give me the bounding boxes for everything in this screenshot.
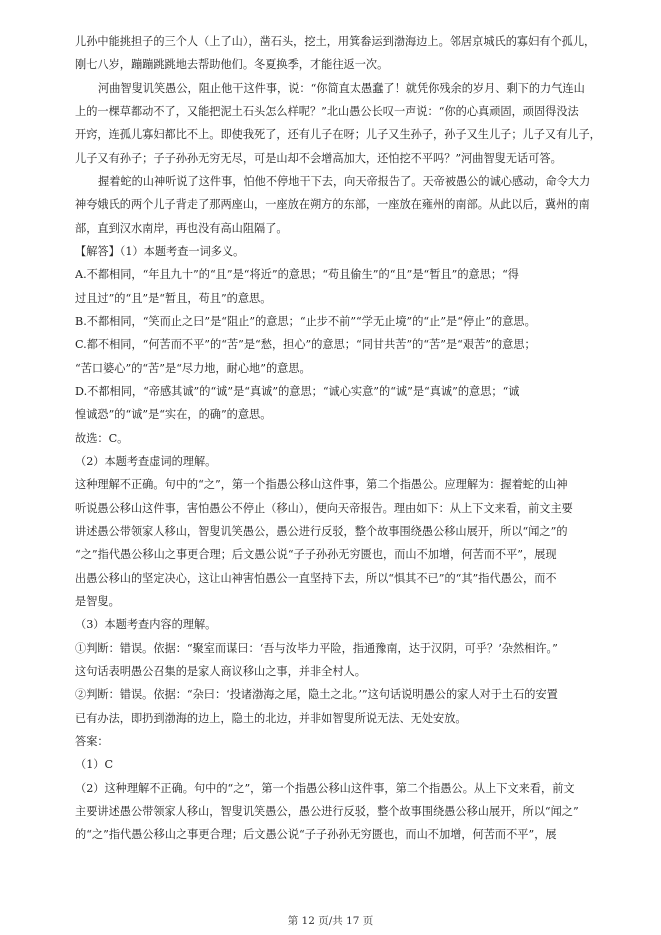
text-line: 这种理解不正确。句中的“之”，第一个指愚公移山这件事，第二个指愚公。应理解为：握着蛇的山神 xyxy=(75,478,568,491)
text-line: ①判断：错误。依据：“聚室而谋曰：‘吾与汝毕力平险，指通豫南，达于汉阴，可乎？’杂然相许。” xyxy=(75,642,558,655)
text-line: 儿孙中能挑担子的三个人（上了山），凿石头，挖土，用箕畚运到渤海边上。邻居京城氏的寡妇有个孤儿， xyxy=(75,35,596,48)
text-line: “苦口婆心”的“苦”是“尽力地，耐心地”的意思。 xyxy=(75,362,311,375)
text-line: ②判断：错误。依据：“杂曰：‘投诸渤海之尾，隐土之北。’”这句话说明愚公的家人对于土石的安置 xyxy=(75,688,558,701)
text-line: 开窍，连孤儿寡妇都比不上。即使我死了，还有儿子在呀；儿子又生孙子，孙子又生儿子；儿子又有儿子， xyxy=(75,128,601,141)
text-line: 听说愚公移山这件事，害怕愚公不停止（移山），便向天帝报告。理由如下：从上下文来看，前文主要 xyxy=(75,502,573,515)
text-line: 讲述愚公带领家人移山，智叟讥笑愚公，愚公进行反驳，整个故事围绕愚公移山展开，所以“闻之”的 xyxy=(75,525,568,538)
page-number: 第 12 页/共 17 页 xyxy=(287,915,374,927)
text-line: 过且过”的“且”是“暂且，苟且”的意思。 xyxy=(75,292,272,305)
text-line: 刚七八岁，蹦蹦跳跳地去帮助他们。冬夏换季，才能往返一次。 xyxy=(75,58,389,71)
text-line: （3）本题考查内容的理解。 xyxy=(75,618,217,631)
text-line: 部，直到汉水南岸，再也没有高山阻隔了。 xyxy=(75,222,288,235)
answer-heading: 【解答】（1）本题考查一词多义。 xyxy=(75,245,245,258)
text-line: 握着蛇的山神听说了这件事，怕他不停地干下去，向天帝报告了。天帝被愚公的诚心感动，命令大力 xyxy=(98,175,591,188)
text-line: 故选：C。 xyxy=(75,432,129,445)
text-line: （2）这种理解不正确。句中的“之”，第一个指愚公移山这件事，第二个指愚公。从上下文来看，前文 xyxy=(75,782,575,795)
text-line: 已有办法，即扔到渤海的边上，隐土的北边，并非如智叟所说无法、无处安放。 xyxy=(75,712,467,725)
text-line: A.不都相同，“年且九十”的“且”是“将近”的意思；“苟且偷生”的“且”是“暂且”的意思；“得 xyxy=(75,268,519,281)
text-line: 上的一棵草都动不了，又能把泥土石头怎么样呢？”北山愚公长叹一声说：“你的心真顽固，顽固得没法 xyxy=(75,105,579,118)
text-line: D.不都相同，“帝感其诚”的“诚”是“真诚”的意思；“诚心实意”的“诚”是“真诚”的意思；“诚 xyxy=(75,385,520,398)
text-line: （1）C xyxy=(75,758,114,771)
text-line: （2）本题考查虚词的理解。 xyxy=(75,455,217,468)
text-line: 这句话表明愚公召集的是家人商议移山之事，并非全村人。 xyxy=(75,665,366,678)
text-line: 惶诚恐”的“诚”是“实在，的确”的意思。 xyxy=(75,408,272,421)
text-line: 主要讲述愚公带领家人移山，智叟讥笑愚公，愚公进行反驳，整个故事围绕愚公移山展开，所以“闻之” xyxy=(75,805,579,818)
text-line: 是智叟。 xyxy=(75,595,120,608)
text-line: B.不都相同，“笑而止之曰”是“阻止”的意思；“止步不前”“学无止境”的“止”是“停止”的意思。 xyxy=(75,315,536,328)
text-line: 儿子又有孙子；子子孙孙无穷无尽，可是山却不会增高加大，还怕挖不平吗？”河曲智叟无话可答。 xyxy=(75,152,562,165)
text-line: 的“之”指代愚公移山之事更合理；后文愚公说“子子孙孙无穷匮也，而山不加增，何苦而不平”，展 xyxy=(75,828,557,841)
text-line: 神夸娥氏的两个儿子背走了那两座山，一座放在朔方的东部，一座放在雍州的南部。从此以后，冀州的南 xyxy=(75,198,590,211)
text-line: “之”指代愚公移山之事更合理；后文愚公说“子子孙孙无穷匮也，而山不加增，何苦而不平”，展现 xyxy=(75,548,557,561)
text-line: 出愚公移山的坚定决心，这让山神害怕愚公一直坚持下去，所以“惧其不已”的“其”指代愚公，而不 xyxy=(75,572,557,585)
text-line: C.都不相同，“何苦而不平”的“苦”是“愁，担心”的意思；“同甘共苦”的“苦”是“艰苦”的意思； xyxy=(75,338,536,351)
text-line: 河曲智叟讥笑愚公，阻止他干这件事，说：“你简直太愚蠢了！就凭你残余的岁月、剩下的力气连山 xyxy=(98,82,585,95)
text-line: 答案： xyxy=(75,735,109,748)
